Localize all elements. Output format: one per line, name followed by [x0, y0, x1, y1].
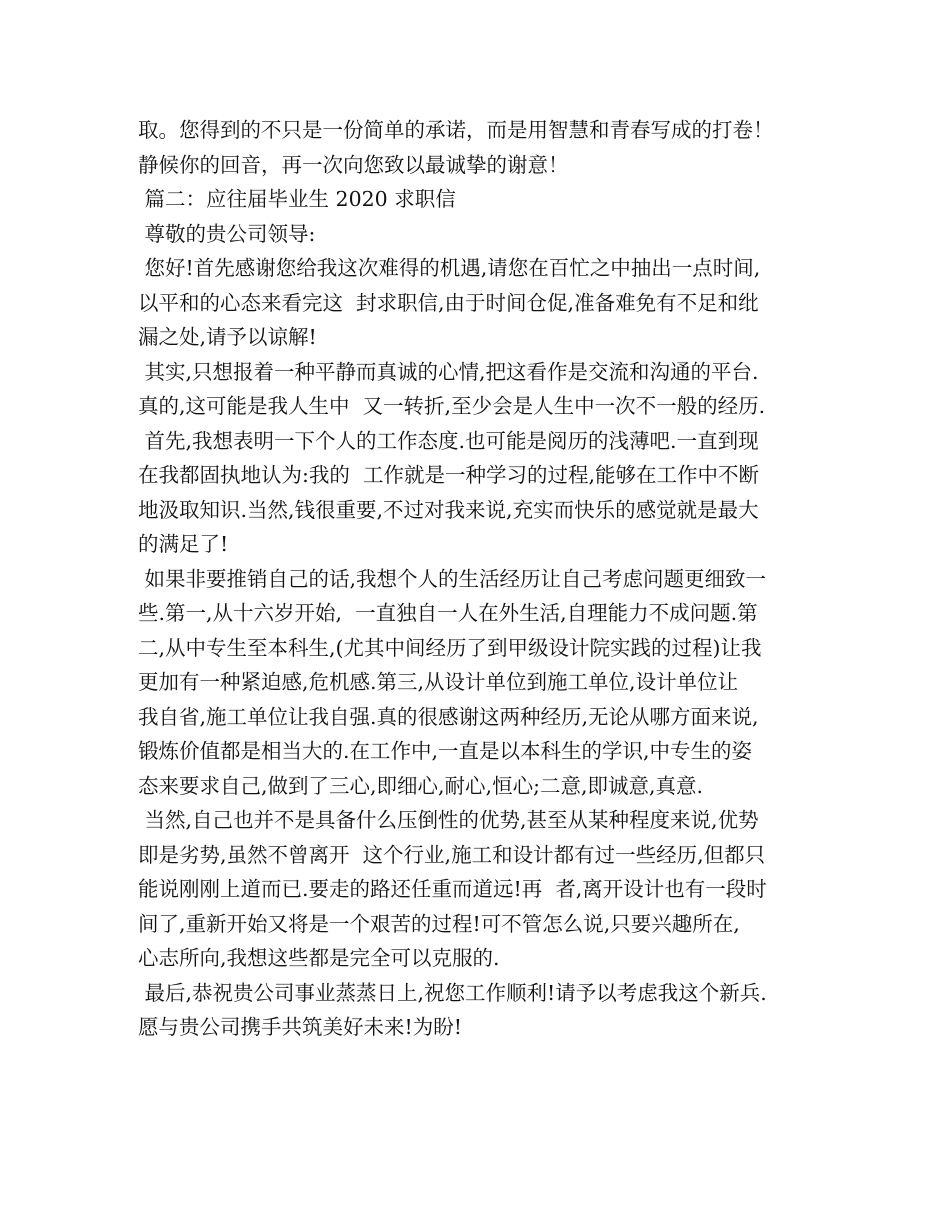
paragraph	[138, 217, 828, 252]
text-line: 更加有一种紧迫感,危机感.第三,从设计单位到施工单位,设计单位让	[138, 670, 739, 694]
text-line: 漏之处,请予以谅解!	[138, 325, 317, 349]
text-line: 二,从中专生至本科生,(尤其中间经历了到甲级设计院实践的过程)让我	[138, 635, 762, 660]
text-line: 在我都固执地认为:我的 工作就是一种学习的过程,能够在工作中不断	[138, 463, 759, 487]
text-line: 当然,自己也并不是具备什么压倒性的优势,甚至从某种程度来说,优势	[138, 808, 759, 832]
paragraph	[138, 976, 828, 1045]
text-line: 我自省,施工单位让我自强.真的很感谢这两种经历,无论从哪方面来说,	[138, 704, 759, 729]
text-line: 篇二：应往届毕业生 2020 求职信	[138, 187, 456, 211]
text-line: 地汲取知识.当然,钱很重要,不过对我来说,充实而快乐的感觉就是最大	[138, 497, 759, 522]
paragraph	[138, 424, 828, 562]
text-line: 间了,重新开始又将是一个艰苦的过程!可不管怎么说,只要兴趣所在,	[138, 911, 740, 936]
text-line: 些.第一,从十六岁开始, 一直独自一人在外生活,自理能力不成问题.第	[138, 601, 758, 625]
text-line: 能说刚刚上道而已.要走的路还任重而道远!再 者,离开设计也有一段时	[138, 877, 767, 901]
paragraph	[138, 355, 828, 424]
text-line: 真的,这可能是我人生中 又一转折,至少会是人生中一次不一般的经历.	[138, 394, 766, 418]
text-line: 愿与贵公司携手共筑美好未来!为盼!	[138, 1015, 462, 1039]
text-line: 尊敬的贵公司领导:	[138, 221, 316, 246]
text-line: 即是劣势,虽然不曾离开 这个行业,施工和设计都有过一些经历,但都只	[138, 842, 766, 867]
letter-body	[138, 113, 828, 1045]
text-line: 首先,我想表明一下个人的工作态度.也可能是阅历的浅薄吧.一直到现	[138, 428, 759, 453]
paragraph	[138, 113, 828, 182]
paragraph	[138, 803, 828, 976]
text-line: 态来要求自己,做到了三心,即细心,耐心,恒心;二意,即诚意,真意.	[138, 773, 704, 798]
text-line: 最后,恭祝贵公司事业蒸蒸日上,祝您工作顺利!请予以考虑我这个新兵.	[138, 980, 767, 1005]
text-line: 其实,只想报着一种平静而真诚的心情,把这看作是交流和沟通的平台.	[138, 359, 759, 384]
text-line: 静候你的回音，再一次向您致以最诚挚的谢意！	[138, 152, 569, 177]
text-line: 如果非要推销自己的话,我想个人的生活经历让自己考虑问题更细致一	[138, 566, 767, 591]
text-line: 以平和的心态来看完这 封求职信,由于时间仓促,准备难免有不足和纰	[138, 290, 759, 315]
text-line: 的满足了!	[138, 532, 229, 556]
text-line: 您好!首先感谢您给我这次难得的机遇,请您在百忙之中抽出一点时间,	[138, 256, 761, 280]
paragraph	[138, 251, 828, 355]
text-line: 心志所向,我想这些都是完全可以克服的.	[138, 946, 500, 970]
paragraph	[138, 182, 828, 217]
text-line: 锻炼价值都是相当大的.在工作中,一直是以本科生的学识,中专生的姿	[138, 739, 753, 763]
paragraph	[138, 562, 828, 804]
text-line: 取。您得到的不只是一份简单的承诺，而是用智慧和青春写成的打卷！	[138, 118, 774, 142]
